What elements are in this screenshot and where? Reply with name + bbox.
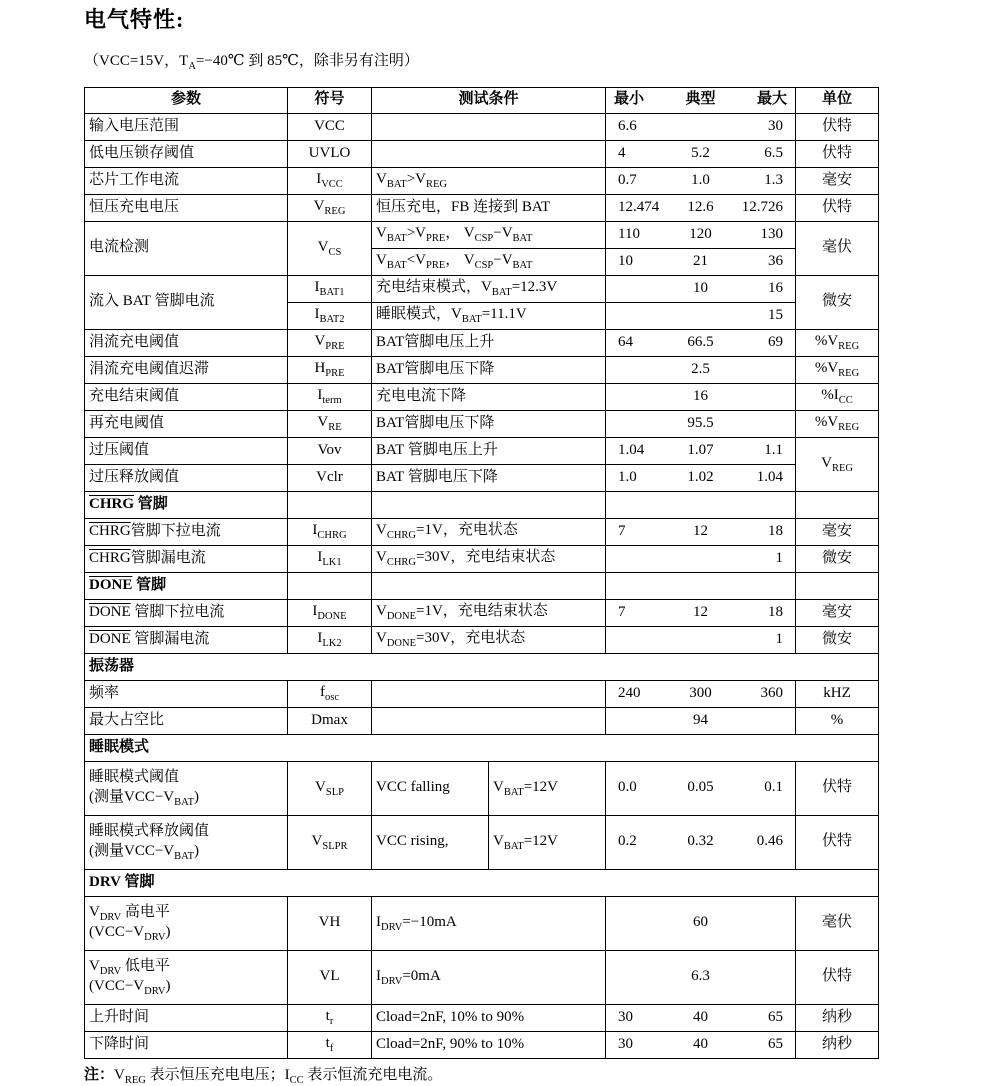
- section-title-cell: 振荡器: [85, 653, 879, 680]
- typ-value: 94: [693, 711, 709, 728]
- symbol-cell: $V_{PRE}$: [288, 329, 372, 356]
- parameter-cell: DONE 管脚漏电流: [85, 626, 288, 653]
- condition-cell: VCC rising,: [372, 815, 489, 869]
- symbol-cell: VCC: [288, 113, 372, 140]
- unit-cell: 伏特: [796, 950, 879, 1004]
- values-cell: [606, 356, 796, 383]
- values-cell: [606, 410, 796, 437]
- col-header-min: 最小: [614, 91, 645, 108]
- condition-cell: $V_{CHRG}=30V$，充电结束状态: [372, 545, 606, 572]
- table-body: [85, 113, 879, 1058]
- symbol-cell: $f_{osc}$: [288, 680, 372, 707]
- table-row: [85, 761, 879, 815]
- values-cell: [606, 302, 796, 329]
- unit-cell: 毫安: [796, 518, 879, 545]
- max-value: 16: [768, 279, 784, 296]
- parameter-cell: DONE 管脚下拉电流: [85, 599, 288, 626]
- max-value: 6.5: [764, 144, 784, 161]
- condition-cell: BAT管脚电压下降: [372, 410, 606, 437]
- min-value: 0.2: [618, 833, 637, 850]
- table-row: [85, 626, 879, 653]
- condition-cell: 充电电流下降: [372, 383, 606, 410]
- condition-cell: BAT 管脚电压下降: [372, 464, 606, 491]
- parameter-cell: 流入 BAT 管脚电流: [85, 275, 288, 329]
- values-cell: [606, 167, 796, 194]
- min-value: 1.0: [618, 468, 637, 485]
- unit-cell: 毫伏: [796, 896, 879, 950]
- table-row: [85, 1031, 879, 1058]
- values-cell: [606, 896, 796, 950]
- unit-cell: 微安: [796, 275, 879, 329]
- values-cell: [606, 113, 796, 140]
- table-row: [85, 113, 879, 140]
- table-row: [85, 383, 879, 410]
- max-value: 18: [768, 522, 784, 539]
- symbol-cell: $I_{LK1}$: [288, 545, 372, 572]
- table-row: [85, 599, 879, 626]
- table-header-row: [85, 87, 879, 113]
- table-row: [85, 1004, 879, 1031]
- parameter-cell: 充电结束阈值: [85, 383, 288, 410]
- max-value: 0.1: [764, 779, 784, 796]
- section-row: [85, 869, 879, 896]
- max-value: 130: [760, 225, 784, 242]
- unit-cell: 伏特: [796, 761, 879, 815]
- col-header-max: 最大: [757, 91, 788, 108]
- col-header-symbol: 符号: [288, 87, 372, 113]
- unit-cell: [796, 572, 879, 599]
- typ-value: 1.0: [691, 171, 710, 188]
- col-header-unit: 单位: [796, 87, 879, 113]
- condition-cell: [372, 680, 606, 707]
- min-value: 6.6: [618, 117, 637, 134]
- parameter-cell: 睡眠模式释放阈值 (测量$VCC-V_{BAT}$): [85, 815, 288, 869]
- parameter-cell: $V_{DRV}$ 低电平 $(VCC-V_{DRV})$: [85, 950, 288, 1004]
- values-cell: [606, 626, 796, 653]
- parameter-cell: CHRG管脚漏电流: [85, 545, 288, 572]
- symbol-cell: $I_{CHRG}$: [288, 518, 372, 545]
- max-value: 30: [768, 117, 784, 134]
- table-row: [85, 896, 879, 950]
- values-cell: [606, 761, 796, 815]
- typ-value: 21: [693, 252, 709, 269]
- values-cell: [606, 464, 796, 491]
- typ-value: 2.5: [691, 360, 710, 377]
- values-cell: [606, 950, 796, 1004]
- typ-value: 95.5: [687, 414, 714, 431]
- condition-cell: $V_{BAT}>V_{PRE}$， $V_{CSP}-V_{BAT}$: [372, 221, 606, 248]
- min-value: 10: [618, 252, 634, 269]
- unit-cell: 毫伏: [796, 221, 879, 275]
- symbol-cell: Vclr: [288, 464, 372, 491]
- symbol-cell: UVLO: [288, 140, 372, 167]
- table-row: [85, 221, 879, 248]
- unit-cell: 伏特: [796, 815, 879, 869]
- unit-cell: 伏特: [796, 140, 879, 167]
- max-value: 1.1: [764, 441, 784, 458]
- section-title-cell: DRV 管脚: [85, 869, 879, 896]
- unit-cell: %: [796, 707, 879, 734]
- table-row: [85, 167, 879, 194]
- parameter-cell: 频率: [85, 680, 288, 707]
- typ-value: 12: [693, 522, 709, 539]
- electrical-characteristics-table: [84, 87, 879, 1059]
- condition-cell: Cload=2nF, 10% to 90%: [372, 1004, 606, 1031]
- col-header-param: 参数: [85, 87, 288, 113]
- footnote: 注：$V_{REG}$ 表示恒压充电电压；$I_{CC}$ 表示恒流充电电流。: [84, 1066, 443, 1086]
- symbol-cell: VL: [288, 950, 372, 1004]
- parameter-cell: 再充电阈值: [85, 410, 288, 437]
- parameter-cell: $V_{DRV}$ 高电平 $(VCC-V_{DRV})$: [85, 896, 288, 950]
- values-cell: [606, 572, 796, 599]
- typ-value: 12.6: [687, 198, 714, 215]
- typ-value: 6.3: [691, 968, 710, 985]
- symbol-cell: Dmax: [288, 707, 372, 734]
- unit-cell: [796, 491, 879, 518]
- condition-cell: $V_{BAT}<V_{PRE}$， $V_{CSP}-V_{BAT}$: [372, 248, 606, 275]
- condition-cell: [372, 491, 606, 518]
- table-row: [85, 140, 879, 167]
- values-cell: [606, 1031, 796, 1058]
- parameter-cell: 涓流充电阈值迟滞: [85, 356, 288, 383]
- condition-cell: $V_{CHRG}=1V$，充电状态: [372, 518, 606, 545]
- unit-cell: 纳秒: [796, 1004, 879, 1031]
- unit-cell: $V_{REG}$: [796, 437, 879, 491]
- section-row: [85, 653, 879, 680]
- typ-value: 0.05: [687, 779, 714, 796]
- max-value: 0.46: [756, 833, 784, 850]
- typ-value: 5.2: [691, 144, 710, 161]
- unit-cell: 微安: [796, 626, 879, 653]
- typ-value: 120: [689, 225, 712, 242]
- condition-cell: Cload=2nF, 90% to 10%: [372, 1031, 606, 1058]
- condition-cell: BAT管脚电压上升: [372, 329, 606, 356]
- typ-value: 1.02: [687, 468, 714, 485]
- min-value: 0.0: [618, 779, 637, 796]
- parameter-cell: 输入电压范围: [85, 113, 288, 140]
- table-row: [85, 707, 879, 734]
- max-value: 360: [760, 684, 784, 701]
- parameter-cell: 涓流充电阈值: [85, 329, 288, 356]
- table-row: [85, 950, 879, 1004]
- condition-cell: 充电结束模式，$V_{BAT}=12.3V$: [372, 275, 606, 302]
- typ-value: 16: [693, 387, 709, 404]
- unit-cell: 伏特: [796, 194, 879, 221]
- unit-cell: $\%V_{REG}$: [796, 329, 879, 356]
- symbol-cell: [288, 491, 372, 518]
- values-cell: [606, 140, 796, 167]
- values-cell: [606, 437, 796, 464]
- condition-cell: [372, 572, 606, 599]
- min-value: 64: [618, 333, 634, 350]
- parameter-cell: 上升时间: [85, 1004, 288, 1031]
- symbol-cell: Vov: [288, 437, 372, 464]
- condition-cell: $V_{DONE}=30V$，充电状态: [372, 626, 606, 653]
- table-row: [85, 464, 879, 491]
- parameter-cell: CHRG管脚下拉电流: [85, 518, 288, 545]
- values-cell: [606, 545, 796, 572]
- symbol-cell: $V_{RE}$: [288, 410, 372, 437]
- typ-value: 0.32: [687, 833, 714, 850]
- parameter-cell: 恒压充电电压: [85, 194, 288, 221]
- table-row: [85, 815, 879, 869]
- max-value: 65: [768, 1035, 784, 1052]
- col-header-values: [606, 87, 796, 113]
- unit-cell: 微安: [796, 545, 879, 572]
- parameter-cell: 电流检测: [85, 221, 288, 275]
- condition-cell: BAT管脚电压下降: [372, 356, 606, 383]
- min-value: 30: [618, 1035, 634, 1052]
- unit-cell: kHZ: [796, 680, 879, 707]
- condition-cell: $V_{DONE}=1V$，充电结束状态: [372, 599, 606, 626]
- table-row: [85, 194, 879, 221]
- symbol-cell: $t_r$: [288, 1004, 372, 1031]
- values-cell: [606, 518, 796, 545]
- max-value: 18: [768, 603, 784, 620]
- condition-cell: VCC falling: [372, 761, 489, 815]
- unit-cell: $\%I_{CC}$: [796, 383, 879, 410]
- col-header-typ: 典型: [685, 91, 716, 108]
- max-value: 1.04: [756, 468, 784, 485]
- values-cell: [606, 221, 796, 248]
- max-value: 12.726: [741, 198, 784, 215]
- values-cell: [606, 707, 796, 734]
- table-row: [85, 275, 879, 302]
- min-value: 1.04: [618, 441, 645, 458]
- section-row: [85, 491, 879, 518]
- unit-cell: 毫安: [796, 599, 879, 626]
- typ-value: 12: [693, 603, 709, 620]
- values-cell: [606, 329, 796, 356]
- typ-value: 60: [693, 914, 709, 931]
- datasheet-page: [84, 8, 884, 1086]
- symbol-cell: $I_{BAT1}$: [288, 275, 372, 302]
- parameter-cell: 睡眠模式阈值 (测量$VCC-V_{BAT}$): [85, 761, 288, 815]
- symbol-cell: $V_{SLPR}$: [288, 815, 372, 869]
- unit-cell: $\%V_{REG}$: [796, 410, 879, 437]
- condition-cell: 睡眠模式，$V_{BAT}=11.1V$: [372, 302, 606, 329]
- min-value: 0.7: [618, 171, 637, 188]
- col-header-condition: 测试条件: [372, 87, 606, 113]
- unit-cell: 毫安: [796, 167, 879, 194]
- table-row: [85, 356, 879, 383]
- section-row: [85, 572, 879, 599]
- condition-cell: $I_{DRV}=-10mA$: [372, 896, 606, 950]
- min-value: 4: [618, 144, 626, 161]
- condition-cell: [372, 707, 606, 734]
- values-cell: [606, 599, 796, 626]
- symbol-cell: [288, 572, 372, 599]
- max-value: 1.3: [764, 171, 784, 188]
- min-value: 110: [618, 225, 640, 242]
- typ-value: 10: [693, 279, 709, 296]
- values-cell: [606, 1004, 796, 1031]
- condition-cell: $V_{BAT}=12V$: [489, 815, 606, 869]
- max-value: 36: [768, 252, 784, 269]
- symbol-cell: $I_{VCC}$: [288, 167, 372, 194]
- test-conditions-line: （VCC=15V，$T_A=-40℃$ 到 85℃，除非另有注明）: [84, 53, 419, 73]
- min-value: 30: [618, 1008, 634, 1025]
- values-cell: [606, 815, 796, 869]
- section-title-cell: 睡眠模式: [85, 734, 879, 761]
- table-row: [85, 545, 879, 572]
- values-cell: [606, 248, 796, 275]
- parameter-cell: 低电压锁存阈值: [85, 140, 288, 167]
- values-cell: [606, 383, 796, 410]
- symbol-cell: VH: [288, 896, 372, 950]
- parameter-cell: DONE 管脚: [85, 572, 288, 599]
- symbol-cell: $I_{term}$: [288, 383, 372, 410]
- typ-value: 300: [689, 684, 712, 701]
- min-value: 7: [618, 603, 626, 620]
- min-value: 7: [618, 522, 626, 539]
- typ-value: 1.07: [687, 441, 714, 458]
- min-value: 240: [618, 684, 641, 701]
- values-cell: [606, 194, 796, 221]
- max-value: 15: [768, 306, 784, 323]
- condition-cell: 恒压充电，FB 连接到 BAT: [372, 194, 606, 221]
- symbol-cell: $V_{CS}$: [288, 221, 372, 275]
- typ-value: 66.5: [687, 333, 714, 350]
- parameter-cell: 过压释放阈值: [85, 464, 288, 491]
- parameter-cell: 过压阈值: [85, 437, 288, 464]
- table-row: [85, 680, 879, 707]
- symbol-cell: $V_{SLP}$: [288, 761, 372, 815]
- section-row: [85, 734, 879, 761]
- typ-value: 40: [693, 1008, 709, 1025]
- parameter-cell: 芯片工作电流: [85, 167, 288, 194]
- unit-cell: $\%V_{REG}$: [796, 356, 879, 383]
- max-value: 1: [775, 630, 784, 647]
- max-value: 65: [768, 1008, 784, 1025]
- condition-cell: $I_{DRV}=0mA$: [372, 950, 606, 1004]
- unit-cell: 纳秒: [796, 1031, 879, 1058]
- values-cell: [606, 491, 796, 518]
- parameter-cell: 下降时间: [85, 1031, 288, 1058]
- table-row: [85, 437, 879, 464]
- condition-cell: [372, 140, 606, 167]
- condition-cell: [372, 113, 606, 140]
- symbol-cell: $I_{DONE}$: [288, 599, 372, 626]
- table-row: [85, 329, 879, 356]
- symbol-cell: $I_{BAT2}$: [288, 302, 372, 329]
- typ-value: 40: [693, 1035, 709, 1052]
- symbol-cell: $I_{LK2}$: [288, 626, 372, 653]
- parameter-cell: 最大占空比: [85, 707, 288, 734]
- condition-cell: $V_{BAT}=12V$: [489, 761, 606, 815]
- condition-cell: BAT 管脚电压上升: [372, 437, 606, 464]
- symbol-cell: $V_{REG}$: [288, 194, 372, 221]
- page-title: 电气特性:: [84, 7, 185, 32]
- max-value: 69: [768, 333, 784, 350]
- min-value: 12.474: [618, 198, 660, 215]
- symbol-cell: $H_{PRE}$: [288, 356, 372, 383]
- max-value: 1: [775, 549, 784, 566]
- values-cell: [606, 275, 796, 302]
- condition-cell: $V_{BAT}>V_{REG}$: [372, 167, 606, 194]
- table-row: [85, 410, 879, 437]
- parameter-cell: CHRG 管脚: [85, 491, 288, 518]
- symbol-cell: $t_f$: [288, 1031, 372, 1058]
- values-cell: [606, 680, 796, 707]
- unit-cell: 伏特: [796, 113, 879, 140]
- table-row: [85, 518, 879, 545]
